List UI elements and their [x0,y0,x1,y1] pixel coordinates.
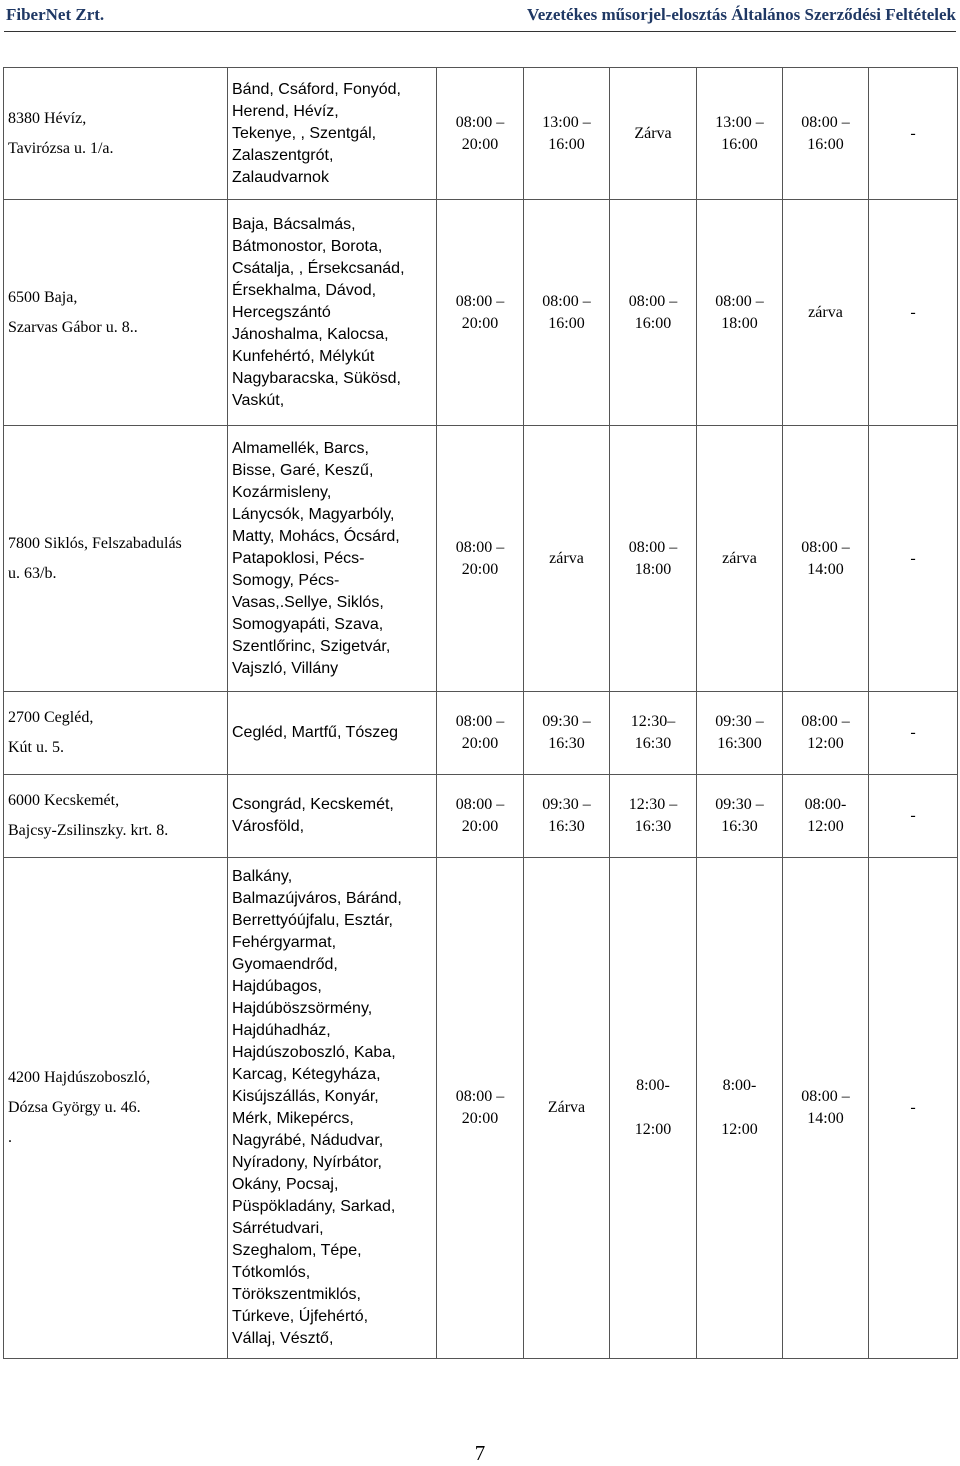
page-header [0,0,960,34]
customer-service-hours-table [3,67,958,1359]
line-gap [8,812,223,820]
office-address-line: Bajcsy-Zsilinszky. krt. 8. [8,822,169,839]
opening-hours-mon-cell: 08:00 – 20:00 [437,68,524,200]
opening-hours-wed-cell: 12:30– 16:30 [610,692,697,775]
opening-hours-tue-cell: 13:00 – 16:00 [524,68,610,200]
office-address-line: Tavirózsa u. 1/a. [8,139,114,157]
office-address-line: 6000 Kecskemét, [8,792,120,809]
table-row [4,692,958,775]
opening-hours-tue-cell: Zárva [524,858,610,1359]
opening-hours-wed-cell: 08:00 – 18:00 [610,426,697,692]
opening-hours-tue-cell: 08:00 – 16:00 [524,200,610,426]
served-towns-cell: Cegléd, Martfű, Tószeg [228,692,437,775]
opening-hours-fri-cell: 08:00 – 14:00 [783,426,869,692]
header-divider [4,31,956,32]
line-gap [8,130,223,138]
opening-hours-thu-cell: 8:00- 12:00 [697,858,783,1359]
opening-hours-mon-cell: 08:00 – 20:00 [437,426,524,692]
opening-hours-thu-cell: 09:30 – 16:30 [697,775,783,858]
line-gap [8,555,223,563]
office-address-cell [4,200,228,426]
opening-hours-fri-cell: 08:00 – 16:00 [783,68,869,200]
opening-hours-thu-cell: 13:00 – 16:00 [697,68,783,200]
table-row [4,68,958,200]
line-gap [8,1119,223,1127]
opening-hours-mon-cell: 08:00 – 20:00 [437,775,524,858]
table-row [4,775,958,858]
opening-hours-wed-cell: 8:00- 12:00 [610,858,697,1359]
opening-hours-tue-cell: 09:30 – 16:30 [524,775,610,858]
opening-hours-sat-cell: - [869,858,958,1359]
opening-hours-sat-cell: - [869,775,958,858]
opening-hours-tue-cell: zárva [524,426,610,692]
table-row [4,426,958,692]
opening-hours-sat-cell: - [869,68,958,200]
opening-hours-wed-cell: 12:30 – 16:30 [610,775,697,858]
served-towns-cell: Balkány, Balmazújváros, Báránd, Berrettyóújfalu, Esztár, Fehérgyarmat, Gyomaendrőd, Hajdúbagos, Hajdúböszsörmény, Hajdúhadház, Hajdúszoboszló, Kaba, Karcag, Kétegyháza, Kisújszállás, Konyár, Mérk, Mikepércs, Nagyrábé, Nádudvar, Nyíradony, Nyírbátor, Okány, Pocsaj, Püspökladány, Sarkad, Sárrétudvari, Szeghalom, Tépe, Tótkomlós, Törökszentmiklós, Túrkeve, Újfehértó, Vállaj, Vésztő, [228,858,437,1359]
opening-hours-fri-cell: 08:00- 12:00 [783,775,869,858]
office-address-line: 8380 Hévíz, [8,109,87,127]
office-address-line: u. 63/b. [8,564,57,582]
opening-hours-mon-cell: 08:00 – 20:00 [437,200,524,426]
opening-hours-tue-cell: 09:30 – 16:30 [524,692,610,775]
office-address-line: 7800 Siklós, Felszabadulás [8,534,182,552]
opening-hours-sat-cell: - [869,426,958,692]
opening-hours-sat-cell: - [869,692,958,775]
office-address-cell [4,68,228,200]
office-address-line: Szarvas Gábor u. 8.. [8,318,138,336]
opening-hours-wed-cell: 08:00 – 16:00 [610,200,697,426]
office-address-line: 2700 Cegléd, [8,709,94,726]
company-name: FiberNet Zrt. [6,5,105,24]
table-row [4,200,958,426]
office-address-line: . [8,1129,12,1146]
office-address-cell [4,426,228,692]
opening-hours-mon-cell: 08:00 – 20:00 [437,858,524,1359]
opening-hours-thu-cell: zárva [697,426,783,692]
opening-hours-wed-cell: Zárva [610,68,697,200]
served-towns-cell: Almamellék, Barcs, Bisse, Garé, Keszű, Kozármisleny, Lánycsók, Magyarbóly, Matty, Mohács, Ócsárd, Patapoklosi, Pécs- Somogy, Pécs- Vasas,.Sellye, Siklós, Somogyapáti, Szava, Szentlőrinc, Szigetvár, Vajszló, Villány [228,426,437,692]
page-number: 7 [474,1441,486,1465]
table-body [4,68,958,1359]
served-towns-cell: Csongrád, Kecskemét, Városföld, [228,775,437,858]
opening-hours-fri-cell: 08:00 – 14:00 [783,858,869,1359]
office-address-cell [4,692,228,775]
office-address-line: 6500 Baja, [8,288,78,306]
opening-hours-fri-cell: 08:00 – 12:00 [783,692,869,775]
office-address-cell [4,775,228,858]
office-address-line: Dózsa György u. 46. [8,1099,141,1116]
table-row [4,858,958,1359]
office-address-line: Kút u. 5. [8,739,64,756]
served-towns-cell: Baja, Bácsalmás, Bátmonostor, Borota, Csátalja, , Érsekcsanád, Érsekhalma, Dávod, Hercegszántó Jánoshalma, Kalocsa, Kunfehértó, Mélykút Nagybaracska, Sükösd, Vaskút, [228,200,437,426]
document-title: Vezetékes műsorjel-elosztás Általános Szerződési Feltételek [527,5,956,24]
opening-hours-fri-cell: zárva [783,200,869,426]
line-gap [8,729,223,737]
opening-hours-thu-cell: 09:30 – 16:300 [697,692,783,775]
office-address-line: 4200 Hajdúszoboszló, [8,1069,151,1086]
served-towns-cell: Bánd, Csáford, Fonyód, Herend, Hévíz, Tekenye, , Szentgál, Zalaszentgrót, Zalaudvarnok [228,68,437,200]
office-address-cell [4,858,228,1359]
opening-hours-sat-cell: - [869,200,958,426]
line-gap [8,309,223,317]
line-gap [8,1089,223,1097]
opening-hours-mon-cell: 08:00 – 20:00 [437,692,524,775]
opening-hours-thu-cell: 08:00 – 18:00 [697,200,783,426]
